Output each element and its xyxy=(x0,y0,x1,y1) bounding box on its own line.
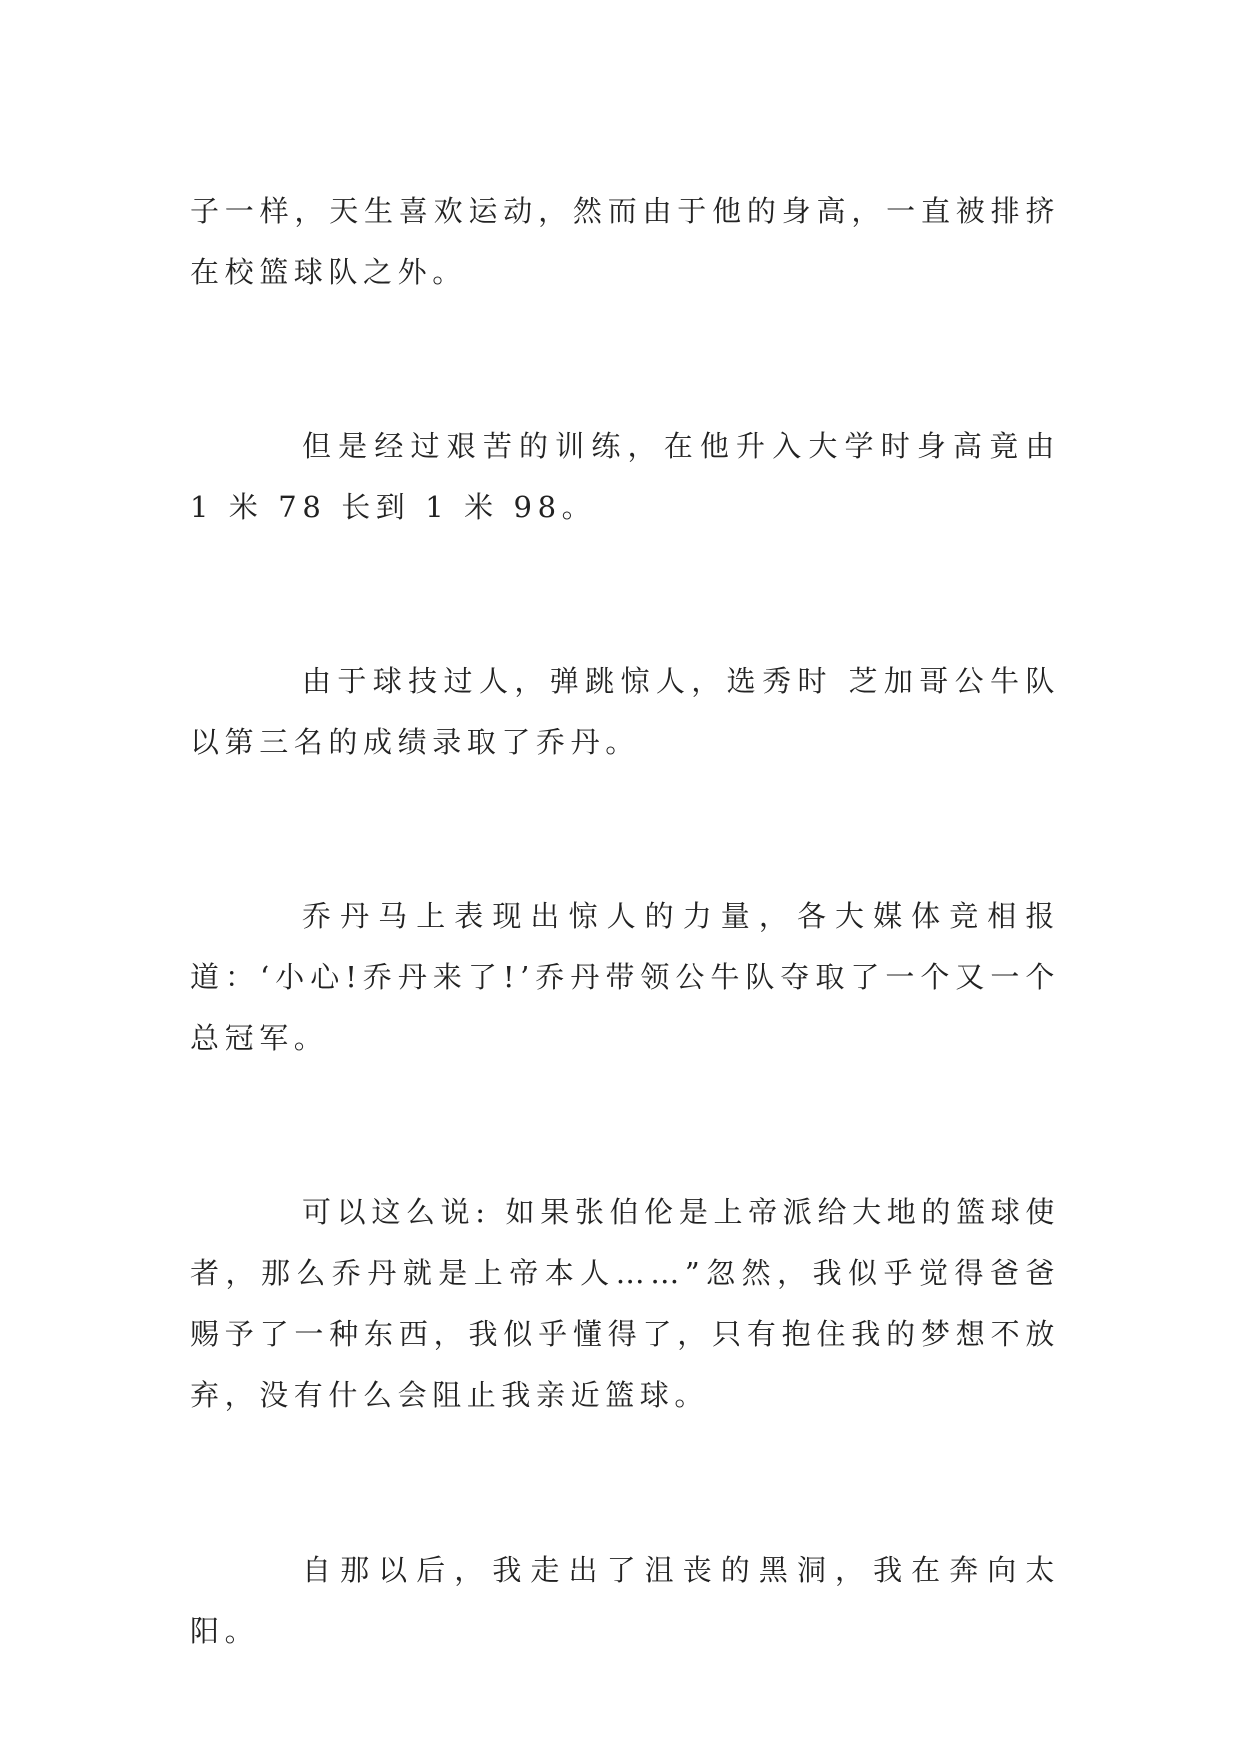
paragraph-draft: 由于球技过人，弹跳惊人，选秀时 芝加哥公牛队以第三名的成绩录取了乔丹。 xyxy=(190,664,1060,759)
paragraph-continuation: 子一样，天生喜欢运动，然而由于他的身高，一直被排挤在校篮球队之外。 xyxy=(190,194,1060,289)
paragraph-god-himself: 可以这么说: 如果张伯伦是上帝派给大地的篮球使者，那么乔丹就是上帝本人……”忽然，我似乎觉得爸爸赐予了一种东西，我似乎懂得了，只有抱住我的梦想不放弃，没有什么会阻止我亲近篮球。 xyxy=(190,1195,1060,1412)
paragraph-jordan-power: 乔丹马上表现出惊人的力量，各大媒体竞相报道：‘小心!乔丹来了!’乔丹带领公牛队夺取了一个又一个总冠军。 xyxy=(190,899,1060,1055)
paragraph-toward-sun: 自那以后，我走出了沮丧的黑洞，我在奔向太阳。 xyxy=(190,1553,1060,1648)
paragraph-height-growth: 但是经过艰苦的训练，在他升入大学时身高竟由 1 米 78 长到 1 米 98。 xyxy=(190,429,1060,524)
